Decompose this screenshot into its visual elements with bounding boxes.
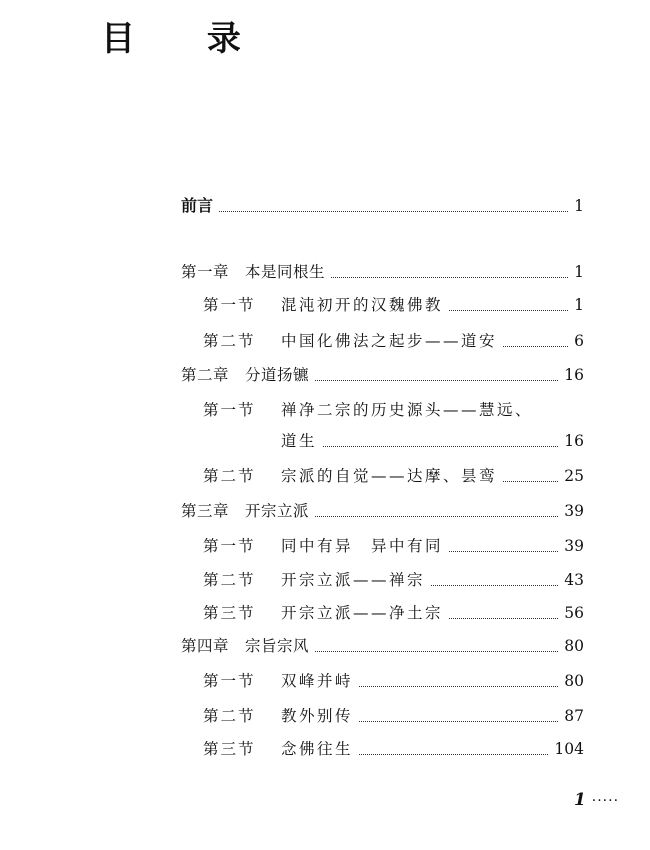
toc-page-number: 16 — [564, 366, 584, 384]
dot-leader — [431, 583, 558, 586]
toc-page-number: 1 — [574, 296, 584, 314]
toc-page-number: 39 — [564, 502, 584, 520]
toc-entry-section-3-1[interactable] — [203, 535, 584, 557]
toc-section-title: 开宗立派——禅宗 — [281, 571, 426, 589]
toc-section-label: 第三节 — [203, 604, 256, 622]
toc-entry-chapter-2[interactable] — [181, 364, 584, 386]
toc-section-label: 第二节 — [203, 467, 256, 485]
toc-section-title: 混沌初开的汉魏佛教 — [281, 296, 444, 314]
toc-page-number: 43 — [564, 571, 584, 589]
toc-section-title-continued: 道生 — [281, 432, 318, 450]
toc-entry-section-1-2[interactable] — [203, 330, 584, 352]
dot-leader — [503, 479, 558, 482]
toc-chapter-title: 第一章 本是同根生 — [181, 263, 326, 281]
dot-leader — [359, 684, 558, 687]
dot-leader — [359, 719, 558, 722]
toc-section-title: 中国化佛法之起步——道安 — [281, 332, 498, 350]
toc-chapter-title: 第二章 分道扬镳 — [181, 366, 310, 384]
toc-chapter-title: 第四章 宗旨宗风 — [181, 637, 310, 655]
toc-page-number: 1 — [574, 197, 584, 215]
toc-section-title: 同中有异 异中有同 — [281, 537, 444, 555]
toc-page-number: 56 — [564, 604, 584, 622]
toc-entry-section-4-2[interactable] — [203, 705, 584, 727]
toc-page-number: 1 — [574, 263, 584, 281]
toc-page-number: 6 — [574, 332, 584, 350]
dot-leader — [315, 514, 558, 517]
toc-section-label: 第二节 — [203, 707, 256, 725]
toc-entry-chapter-4[interactable] — [181, 635, 584, 657]
toc-page-number: 104 — [554, 740, 584, 758]
folio-dots: ····· — [591, 793, 620, 809]
toc-entry-section-2-2[interactable] — [203, 465, 584, 487]
toc-entry-section-1-1[interactable] — [203, 294, 584, 316]
toc-chapter-title: 第三章 开宗立派 — [181, 502, 310, 520]
toc-page-number: 16 — [564, 432, 584, 450]
toc-section-title: 禅净二宗的历史源头——慧远、 — [281, 401, 534, 419]
dot-leader — [323, 444, 558, 447]
toc-entry-preface[interactable] — [181, 195, 584, 217]
toc-entry-section-4-3[interactable] — [203, 738, 584, 760]
page-folio — [574, 790, 619, 810]
dot-leader — [503, 344, 568, 347]
dot-leader — [219, 209, 568, 212]
page-title: 目 录 — [101, 19, 271, 59]
toc-entry-section-2-1[interactable] — [203, 399, 584, 421]
dot-leader — [449, 616, 558, 619]
toc-entry-chapter-1[interactable] — [181, 261, 584, 283]
toc-section-title: 宗派的自觉——达摩、昙鸾 — [281, 467, 498, 485]
toc-entry-title: 前言 — [181, 196, 214, 215]
toc-entry-section-3-3[interactable] — [203, 602, 584, 624]
dot-leader — [449, 549, 558, 552]
dot-leader — [331, 275, 568, 278]
toc-section-label: 第一节 — [203, 401, 256, 419]
toc-page-number: 80 — [564, 672, 584, 690]
toc-page-number: 39 — [564, 537, 584, 555]
toc-section-title: 双峰并峙 — [281, 672, 354, 690]
toc-section-label: 第三节 — [203, 740, 256, 758]
dot-leader — [449, 308, 568, 311]
toc-entry-section-3-2[interactable] — [203, 569, 584, 591]
toc-section-label: 第二节 — [203, 571, 256, 589]
dot-leader — [315, 649, 558, 652]
toc-section-title: 念佛往生 — [281, 740, 354, 758]
toc-section-label: 第二节 — [203, 332, 256, 350]
toc-entry-section-4-1[interactable] — [203, 670, 584, 692]
toc-page-number: 25 — [564, 467, 584, 485]
toc-section-title: 教外别传 — [281, 707, 354, 725]
dot-leader — [359, 752, 548, 755]
toc-section-label: 第一节 — [203, 672, 256, 690]
toc-section-title: 开宗立派——净土宗 — [281, 604, 444, 622]
toc-page-number: 80 — [564, 637, 584, 655]
toc-section-label: 第一节 — [203, 537, 256, 555]
toc-page-number: 87 — [564, 707, 584, 725]
toc-entry-section-2-1-continued[interactable] — [281, 430, 584, 452]
toc-section-label: 第一节 — [203, 296, 256, 314]
folio-number: 1 — [574, 790, 586, 810]
toc-entry-chapter-3[interactable] — [181, 500, 584, 522]
dot-leader — [315, 378, 558, 381]
